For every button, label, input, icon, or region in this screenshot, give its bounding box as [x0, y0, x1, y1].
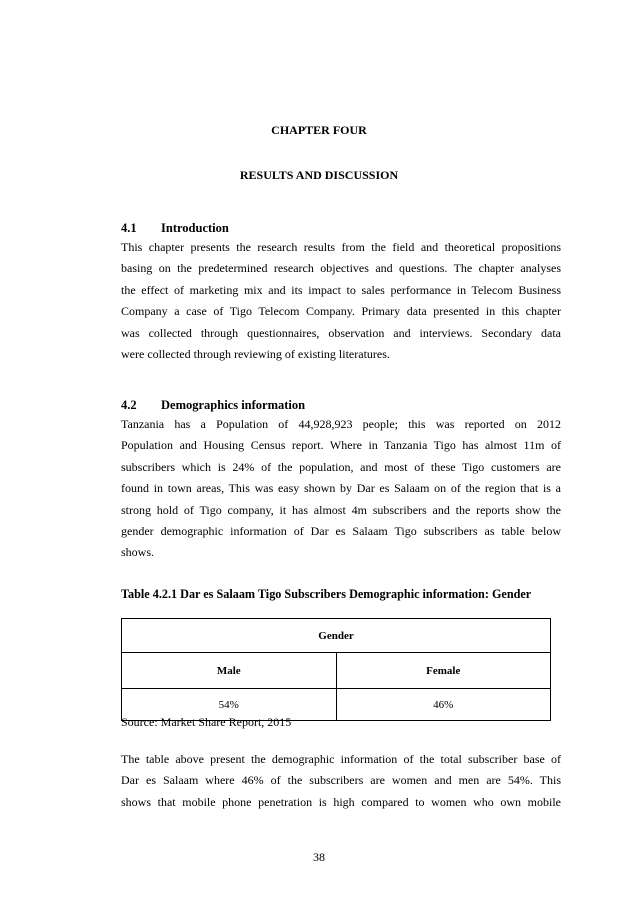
- text-line: found in town areas, This was easy shown by Dar es Salaam on of the region that is a: [121, 481, 561, 496]
- text-line: were collected through reviewing of existing literatures.: [121, 347, 390, 362]
- closing-paragraph: [121, 749, 561, 813]
- section-title: Demographics information: [161, 398, 306, 412]
- text-line: Population and Housing Census report. Where in Tanzania Tigo has almost 11m of: [121, 438, 561, 453]
- column-male: Male: [122, 653, 337, 689]
- value-female: 46%: [336, 689, 551, 721]
- gender-table: [121, 618, 551, 721]
- text-line: The table above present the demographic information of the total subscriber base of: [121, 752, 561, 766]
- section-heading-intro: [121, 221, 229, 236]
- text-line: This chapter presents the research results from the field and theoretical propositions: [121, 240, 561, 254]
- table-source: Source: Market Share Report, 2015: [121, 715, 292, 729]
- text-line: Tanzania has a Population of 44,928,923 people; this was reported on 2012: [121, 417, 561, 431]
- chapter-title: CHAPTER FOUR: [271, 123, 367, 137]
- text-line: Dar es Salaam where 46% of the subscribers are women and men are 54%. This: [121, 773, 561, 788]
- page-number: 38: [313, 850, 325, 864]
- text-line: basing on the predetermined research objectives and questions. The chapter analyses: [121, 261, 561, 276]
- text-line: gender demographic information of Dar es Salaam Tigo subscribers as table below: [121, 524, 561, 539]
- intro-paragraph: [121, 237, 561, 365]
- demographics-paragraph: [121, 414, 561, 564]
- text-line: strong hold of Tigo company, it has almost 4m subscribers and the reports show the: [121, 502, 561, 517]
- section-number: 4.2: [121, 398, 137, 412]
- table-header-gender: Gender: [122, 619, 551, 653]
- section-heading-demographics: [121, 398, 305, 413]
- text-line: shows.: [121, 545, 155, 560]
- chapter-subtitle: RESULTS AND DISCUSSION: [239, 168, 399, 182]
- section-title: Introduction: [161, 221, 229, 235]
- text-line: the effect of marketing mix and its impact to sales performance in Telecom Business: [121, 282, 561, 297]
- section-number: 4.1: [121, 221, 137, 235]
- column-female: Female: [336, 653, 551, 689]
- text-line: subscribers which is 24% of the population, and most of these Tigo customers are: [121, 459, 561, 474]
- value-male: 54%: [122, 689, 337, 721]
- text-line: was collected through questionnaires, observation and interviews. Secondary data: [121, 325, 561, 340]
- text-line: shows that mobile phone penetration is high compared to women who own mobile: [121, 794, 561, 809]
- table-caption: Table 4.2.1 Dar es Salaam Tigo Subscribers Demographic information: Gender: [121, 587, 532, 601]
- text-line: Company a case of Tigo Telecom Company. Primary data presented in this chapter: [121, 304, 561, 319]
